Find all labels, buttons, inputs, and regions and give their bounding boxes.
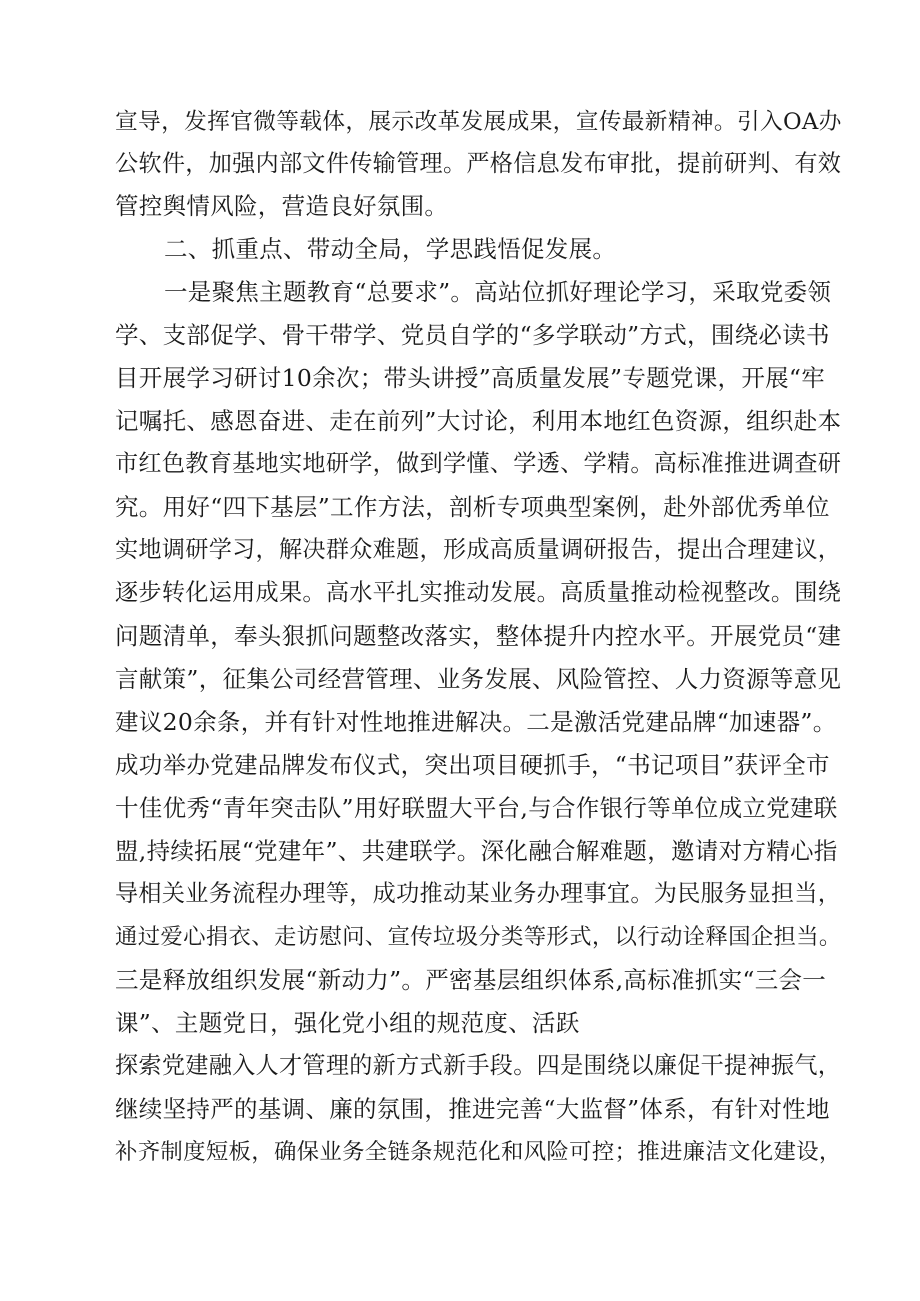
text-line: 成功举办党建品牌发布仪式，突出项目硬抓手，“书记项目”获评全市	[115, 751, 830, 779]
text-line: 探索党建融入人才管理的新方式新手段。四是围绕以廉促干提神振气，	[115, 1053, 842, 1079]
section-heading: 二、抓重点、带动全局，学思践悟促发展。	[164, 235, 617, 263]
text-line: 逐步转化运用成果。高水平扎实推动发展。高质量推动检视整改。围绕	[115, 580, 842, 606]
text-line: 一是聚焦主题教育“总要求”。高站位抓好理论学习，采取党委领	[164, 278, 832, 306]
text-line: 宣导，发挥官微等载体，展示改革发展成果，宣传最新精神。引入OA办	[115, 109, 842, 135]
text-line: 实地调研学习，解决群众难题，形成高质量调研报告，提出合理建议，	[115, 537, 842, 563]
text-line: 三是释放组织发展“新动力”。严密基层组织体系,高标准抓实“三会一	[115, 966, 827, 994]
text-line: 言献策”，征集公司经营管理、业务发展、风险管控、人力资源等意见	[115, 665, 842, 693]
text-line: 十佳优秀“青年突击队”用好联盟大平台,与合作银行等单位成立党建联	[115, 794, 838, 822]
text-line: 补齐制度短板，确保业务全链条规范化和风险可控；推进廉洁文化建设，	[115, 1139, 842, 1165]
text-line: 公软件，加强内部文件传输管理。严格信息发布审批，提前研判、有效	[115, 151, 842, 177]
text-line: 导相关业务流程办理等，成功推动某业务办理事宜。为民服务显担当，	[115, 881, 842, 907]
text-line: 记嘱托、感恩奋进、走在前列”大讨论，利用本地红色资源，组织赴本	[115, 407, 842, 435]
text-line: 学、支部促学、骨干带学、党员自学的“多学联动”方式，围绕必读书	[115, 321, 830, 349]
text-line: 目开展学习研讨10余次；带头讲授”高质量发展”专题党课，开展“牢	[115, 364, 826, 392]
text-line: 盟,持续拓展“党建年”、共建联学。深化融合解难题，邀请对方精心指	[115, 837, 838, 865]
text-line: 建议20余条，并有针对性地推进解决。二是激活党建品牌“加速器”。	[115, 708, 837, 736]
text-line: 究。用好“四下基层”工作方法，剖析专项典型案例，赴外部优秀单位	[115, 493, 830, 521]
text-line: 通过爱心捐衣、走访慰问、宣传垃圾分类等形式，以行动诠释国企担当。	[115, 924, 842, 950]
text-line: 问题清单，奉头狠抓问题整改落实，整体提升内控水平。开展党员“建	[115, 622, 842, 650]
text-line: 课”、主题党日，强化党小组的规范度、活跃	[115, 1009, 580, 1037]
text-line: 市红色教育基地实地研学，做到学懂、学透、学精。高标准推进调查研	[115, 451, 842, 477]
text-line: 管控舆情风险，营造良好氛围。	[115, 192, 449, 220]
text-line: 继续坚持严的基调、廉的氛围，推进完善“大监督”体系，有针对性地	[115, 1095, 830, 1123]
